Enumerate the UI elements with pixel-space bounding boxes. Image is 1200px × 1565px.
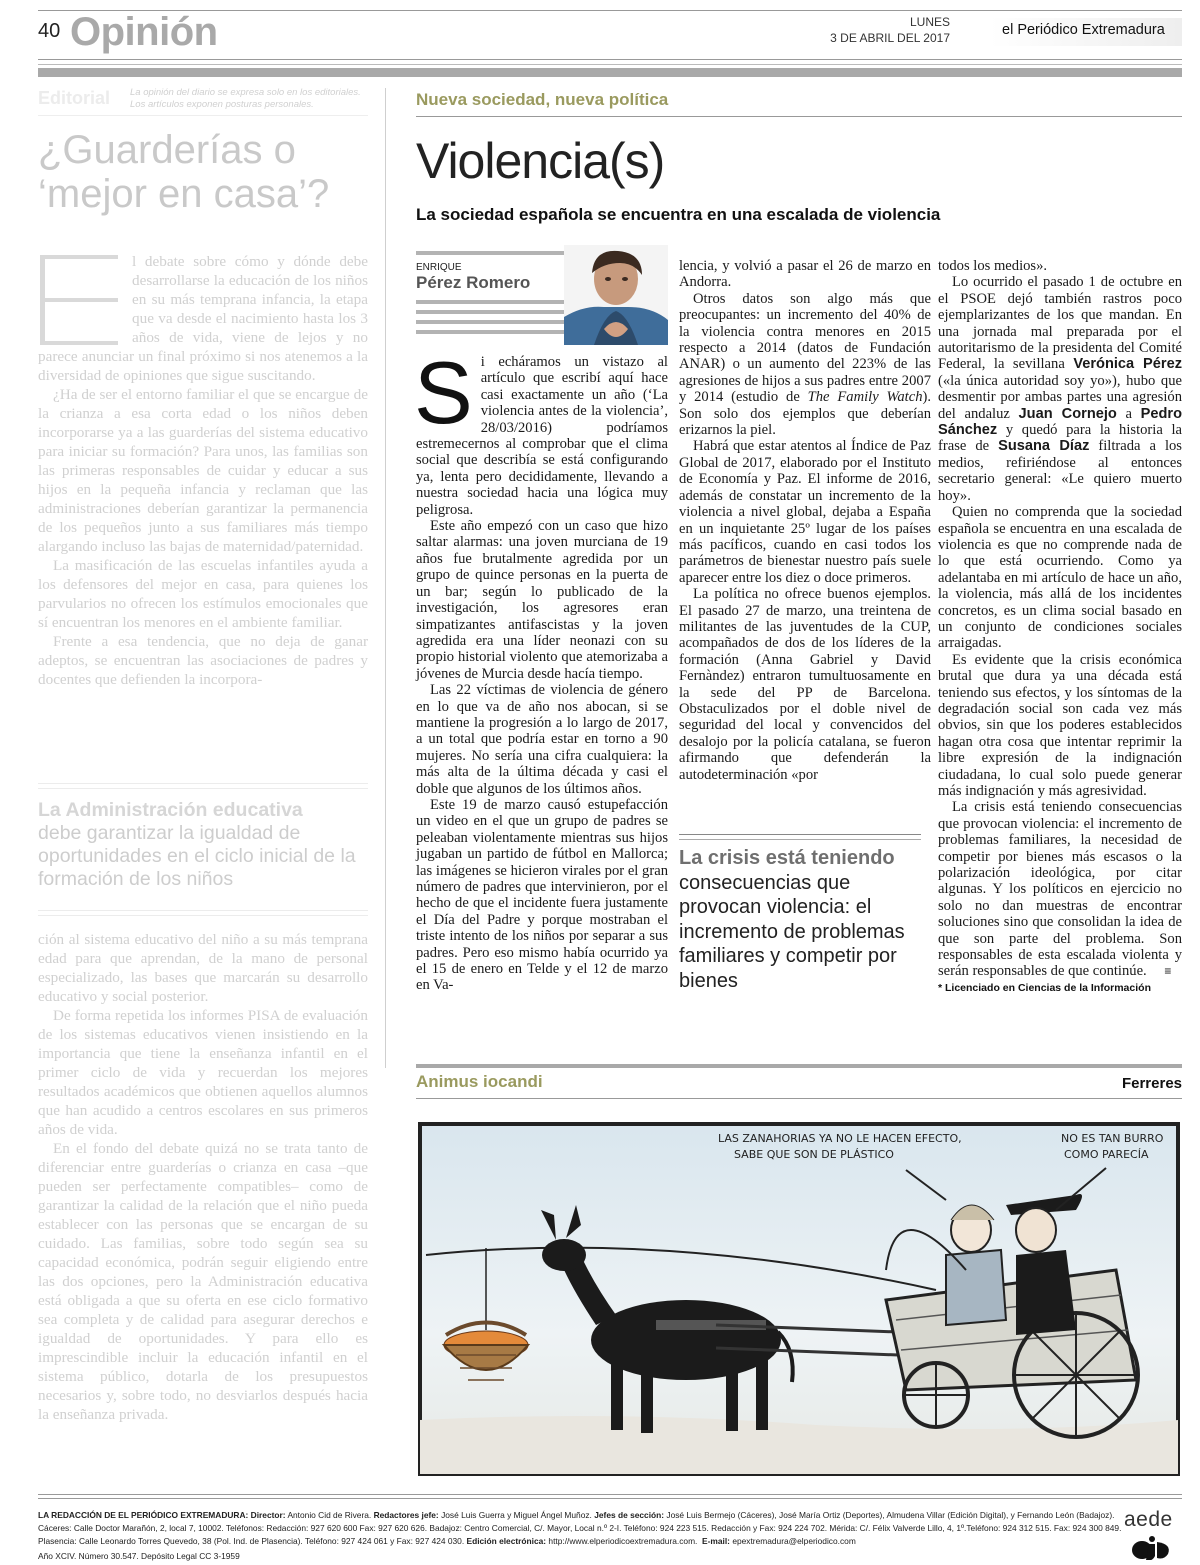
footer-lead: LA REDACCIÓN DE EL PERIÓDICO EXTREMADURA: [38, 1510, 249, 1520]
editorial-rule [38, 115, 368, 116]
article-column-1 [414, 343, 668, 994]
footer-legal: Año XCIV. Número 30.547. Depósito Legal CC 3-1959 [38, 1551, 240, 1561]
cartoon-drawing [416, 1120, 1182, 1478]
article-paragraph [679, 291, 931, 439]
footer-label: Edición electrónica: [466, 1536, 547, 1546]
article-paragraph [938, 274, 1182, 504]
footer-masthead [38, 1509, 1122, 1548]
website-link[interactable]: http://www.elperiodicoextremadura.com. [548, 1536, 698, 1546]
article-text: («la única autoridad soy yo»), hubo que desmentir por ambas partes una agresión del andaluz [938, 372, 1182, 422]
article-text: ). Son solo dos ejemplos que deberían erizarnos la piel. [679, 389, 932, 439]
article-paragraph: todos los medios». [938, 258, 1048, 274]
footer-label: E-mail: [702, 1536, 730, 1546]
article-paragraph: lencia, y volvió a pasar el 26 de marzo en Andorra. [679, 258, 931, 291]
editorial-quote-text: debe garantizar la igualdad de oportunidades en el ciclo inicial de la formación de los niños [38, 822, 356, 890]
article-text: a [1116, 405, 1141, 422]
footer-rule [38, 1498, 1182, 1499]
header-band [38, 68, 1182, 77]
pull-quote-bold: La crisis está teniendo [679, 847, 895, 869]
kicker-rule [416, 116, 1182, 117]
person-name: Verónica Pérez [1073, 356, 1182, 373]
footer-label: Redactores jefe: [373, 1510, 439, 1520]
editorial-paragraph: La masificación de las escuelas infantiles ayuda a los defensores del mejor en casa, para quienes los parvularios no ofrecen los estímulos emocionales que sí encuentran los menores en el ambiente familiar. [38, 557, 368, 631]
article-column-2 [679, 258, 931, 783]
person-name: Susana Díaz [998, 438, 1090, 455]
footer-label: Jefes de sección: [594, 1510, 665, 1520]
footer-value: José Luis Bermejo (Cáceres), José María Ortiz (Deportes), Almudena Villar (Edición Digital), y Fernando León (Badajoz). [666, 1510, 1115, 1520]
aede-logo: aede [1124, 1508, 1173, 1531]
article-text: Lo ocurrido el pasado 1 de octubre en el PSOE dejó también rastros poco ejemplarizantes de los que mandan. En una jornada mal preparada por el autoritarismo de la presidenta del Comité Federal, la sevillana [938, 274, 1182, 373]
editorial-note [130, 87, 361, 111]
newspaper-brand: el Periódico Extremadura [990, 18, 1182, 46]
section-title: Opinión [70, 10, 218, 54]
date-label: 3 DE ABRIL DEL 2017 [830, 31, 950, 45]
footer-rule [38, 1494, 1182, 1495]
article-paragraph: i echáramos un vistazo al artículo que escribí aquí hace casi exactamente un año (‘La violencia antes de la violencia’, 28/03/2016) podríamos estremecernos al comprobar que el clima social que describía se está configurando ya, lenta pero decididamente, llevando a nuestra sociedad hacia una lógica muy peligrosa. [416, 354, 668, 518]
editorial-note-line: La opinión del diario se expresa solo en los editoriales. [130, 87, 361, 98]
author-photo [564, 245, 668, 345]
editorial-paragraph: ción al sistema educativo del niño a su más temprana edad para que aprendan, de la mano de personal especializado, las bases que marcarán su desarrollo educativo y social posterior. [38, 931, 368, 1005]
article-dropcap: S [414, 343, 473, 442]
article-paragraph [938, 799, 1182, 979]
article-pull-quote [679, 846, 929, 993]
author-note: * Licenciado en Ciencias de la Información [938, 981, 1151, 994]
editorial-quote-rule [38, 783, 368, 784]
cartoon-illustration [416, 1120, 1182, 1478]
editorial-paragraph: ¿Ha de ser el entorno familiar el que se encargue de la crianza a esa corta edad o los niños deben incorporarse ya a las guarderías del sistema educativo para iniciar su formación? Para unos, las familias son las primeras responsables de cuidar y educar a sus hijos en la pequeña infancia y reclaman que las administraciones deberían garantizar la permanencia de los pequeños junto a sus familiares más tiempo alargando incluso las bajas de maternidad/paternidad. [38, 386, 368, 555]
cartoon-bar [416, 1064, 1182, 1068]
day-label: LUNES [909, 15, 950, 29]
cartoon-rule [416, 1098, 1182, 1099]
speech-bubble-1-line-1: LAS ZANAHORIAS YA NO LE HACEN EFECTO, [718, 1132, 962, 1145]
editorial-pull-quote [38, 799, 378, 891]
ojd-logo-icon [1130, 1534, 1174, 1560]
author-first-name: ENRIQUE [416, 262, 462, 273]
editorial-headline: ¿Guarderías o ‘mejor en casa’? [38, 128, 330, 216]
pull-quote-text: consecuencias que provocan violencia: el incremento de problemas familiares y competir por bienes [679, 871, 905, 992]
speech-bubble-1-line-2: SABE QUE SON DE PLÁSTICO [734, 1148, 894, 1161]
footer-value: Plasencia: Calle Leonardo Torres Quevedo, 38 (Pol. Ind. de Plasencia). Teléfono: 927 424 061 y Fax: 927 424 030. [38, 1536, 465, 1546]
speech-bubble-2-line-1: NO ES TAN BURRO [1061, 1132, 1164, 1145]
footer-line [38, 1535, 1098, 1548]
end-mark-icon: ≡ [1164, 964, 1172, 979]
article-paragraph: Este año empezó con un caso que hizo saltar alarmas: una joven murciana de 19 años fue brutalmente agredida por un grupo de quince personas en la puerta de un bar; según lo publicado de la investigación, los agresores eran simpatizantes antifascistas y la joven agredida era una líder neonazi con su propio historial violento que atemorizaba a jóvenes de Murcia desde hacía tiempo. [416, 518, 668, 682]
article-paragraph: Habrá que estar atentos al Índice de Paz Global de 2017, elaborado por el Instituto de Economía y Paz. El informe de 2016, además de constatar un incremento de la violencia a nivel global, dejaba a España en un inquietante 25º lugar de los países más pacíficos, cuando en casi todos los parámetros de bienestar nuestro país suele aparecer entre los diez o doce primeros. [679, 438, 931, 586]
article-text: y quedó para la historia la frase de [938, 422, 1182, 455]
editorial-paragraph: l debate sobre cómo y dónde debe desarrollarse la educación de los niños en su más temprana infancia, la etapa que va desde el nacimiento hasta los 3 años de vida, viene de lejos y no parece anunciar un final próximo si nos atenemos a la diversidad de opiniones que sigue suscitando. [38, 253, 368, 384]
author-last-name: Pérez Romero [416, 273, 531, 292]
article-text: La crisis está teniendo consecuencias que provocan violencia: el incremento de problemas familiares, la necesidad de competir por bienes más escasos o la polarización ideológica, por citar algunas. Y los políticos en ejercicio no solo no dan muestras de encontrar soluciones sino que consolidan la idea de que son parte del problema. Son responsables de esta escalada violenta y serán responsables de que continúe. [938, 799, 1182, 980]
editorial-body-bottom [38, 930, 368, 1424]
footer-value: José Luis Guerra y Miguel Ángel Muñoz. [441, 1510, 592, 1520]
page-number: 40 [38, 20, 61, 42]
pull-quote-rule [679, 839, 921, 840]
article-paragraph: Este 19 de marzo causó estupefacción un video en el que un grupo de padres se peleaban violentamente mientras sus hijos jugaban un partido de fútbol en Mallorca; las imágenes se hicieron virales por el gran número de padres que intervinieron, por el hecho de que el incidente fuera justamente el Día del Padre y porque mostraban el triste intento de los niños por separar a sus padres. Pero eso mismo había ocurrido ya el 15 de enero en Telde y el 12 de marzo en Va- [416, 796, 668, 994]
article-paragraph: Es evidente que la crisis económica brutal que dura ya una década está teniendo sus efectos, y los síntomas de la degradación social son cada vez más obvios, sin que los poderes establecidos hagan otra cosa que intentar reprimir la libre expresión de la indignación ciudadana, lo cual solo puede generar más indignación y más agresividad. [938, 651, 1182, 799]
footer-label: Director: [250, 1510, 286, 1520]
person-name: Pedro Sánchez [938, 405, 1182, 439]
editorial-paragraph: De forma repetida los informes PISA de evaluación de los sistemas educativos vienen insistiendo en la importancia que tiene la enseñanza infantil en el primer ciclo de vida y recuerdan los mejores resultados académicos que obtienen aquellos alumnos que han acudido a centros escolares en sus primeros años de vida. [38, 1007, 368, 1138]
article-kicker: Nueva sociedad, nueva política [416, 90, 669, 109]
header-rule [38, 59, 1182, 60]
cartoon-kicker: Animus iocandi [416, 1072, 543, 1091]
byline [416, 245, 666, 345]
editorial-label: Editorial [38, 88, 111, 108]
article-headline: Violencia(s) [416, 133, 665, 189]
speech-bubble-2-line-2: COMO PARECÍA [1064, 1148, 1149, 1161]
column-divider [385, 88, 386, 1068]
editorial-paragraph: Frente a esa tendencia, que no deja de ganar adeptos, se encuentran las asociaciones de padres y docentes que defienden la incorpora- [38, 633, 368, 688]
header-rule [38, 64, 1182, 65]
article-paragraph: La política no ofrece buenos ejemplos. El pasado 27 de marzo, una treintena de militantes de las juventudes de la CUP, acompañados de dos de los líderes de la formación (Anna Gabriel y David Fernàndez) entraron tumultuosamente en la sede del PP de Barcelona. Obstaculizados por el doble nivel de seguridad del local y convencidos del desalojo por la policía catalana, se fueron afirmando que defenderán la autodeterminación «por [679, 586, 931, 783]
pull-quote-rule [679, 834, 921, 835]
person-name: Juan Cornejo [1018, 405, 1117, 422]
footer-line: Cáceres: Calle Doctor Marañón, 2, local 7, 10002. Teléfonos: Redacción: 927 620 600 Fax: 927 620 626. Badajoz: Centro Comercial, C/. Mayor, Local n.º 2-I. Teléfono: 924 223 515. Redacción y Fax: 924 224 702. Mérida: C/. Félix Valverde Lillo, 4, 1º.Teléfono: 924 312 515. Fax: 924 300 849. [38, 1523, 1122, 1533]
article-paragraph: Las 22 víctimas de violencia de género en lo que va de año nos abocan, si se mantiene la progresión a lo largo de 2017, a un total que podría estar en torno a 90 mujeres. No sería una cifra cualquiera: la más alta de la última década y casi el doble que algunos de los últimos años. [416, 682, 668, 797]
article-paragraph: Quien no comprenda que la sociedad española se encuentra en una escalada de violencia es que no comprende nada de lo que está ocurriendo. Como ya adelantaba en mi artículo de hace un año, la violencia, más allá de los incidentes concretos, es un clima social basado en un conjunto de condiciones sociales arraigadas. [938, 504, 1182, 652]
cartoon-artist: Ferreres [1121, 1075, 1182, 1092]
article-text: Otros datos son algo más que preocupantes: un incremento del 40% de la violencia contra menores en 2015 respecto a 2014 (datos de Fundación ANAR) o un aumento del 223% de las agresiones de hijos a sus padres entre 2007 y 2014 (estudio de [679, 290, 931, 406]
editorial-paragraph: En el fondo del debate quizá no se trata tanto de diferenciar entre guarderías o crianza en casa –que pueden ser perfectamente compatibles– como de garantizar la calidad de la relación que el niño pueda establecer con las personas que se encargan de su cuidado. Las familias, sobre todo según sea su capacidad económica, podrán seguir eligiendo entre las dos opciones, pero la Administración educativa está obligada a que su oferta en ese ciclo formativo sea completa y de calidad para asegurar derechos e igualdad de oportunidades. Y para ello es imprescindible incluir la educación infantil en el sistema público, dotarla de los presupuestos necesarios y, sobre todo, no desviarlos después hacia la enseñanza privada. [38, 1140, 368, 1423]
footer-line [38, 1509, 1115, 1522]
email-link[interactable]: epextremadura@elperiodico.com [732, 1536, 856, 1546]
editorial-quote-rule [38, 788, 368, 789]
footer-value: Antonio Cid de Rivera. [287, 1510, 372, 1520]
editorial-quote-rule [38, 915, 368, 916]
editorial-quote-rule [38, 910, 368, 911]
editorial-note-line: Los artículos exponen posturas personales. [130, 99, 314, 110]
article-subhead: La sociedad española se encuentra en una escalada de violencia [416, 205, 941, 224]
article-italic-title: The Family Watch [807, 389, 923, 406]
editorial-quote-bold: La Administración educativa [38, 799, 303, 821]
editorial-body-top [38, 252, 368, 689]
editorial-dropcap [40, 255, 120, 345]
article-column-3 [938, 258, 1182, 996]
article-text: filtrada a los medios, refiriéndose al entonces secretario general: «Le quiero muerto hoy». [938, 438, 1182, 504]
date-block [830, 14, 950, 46]
